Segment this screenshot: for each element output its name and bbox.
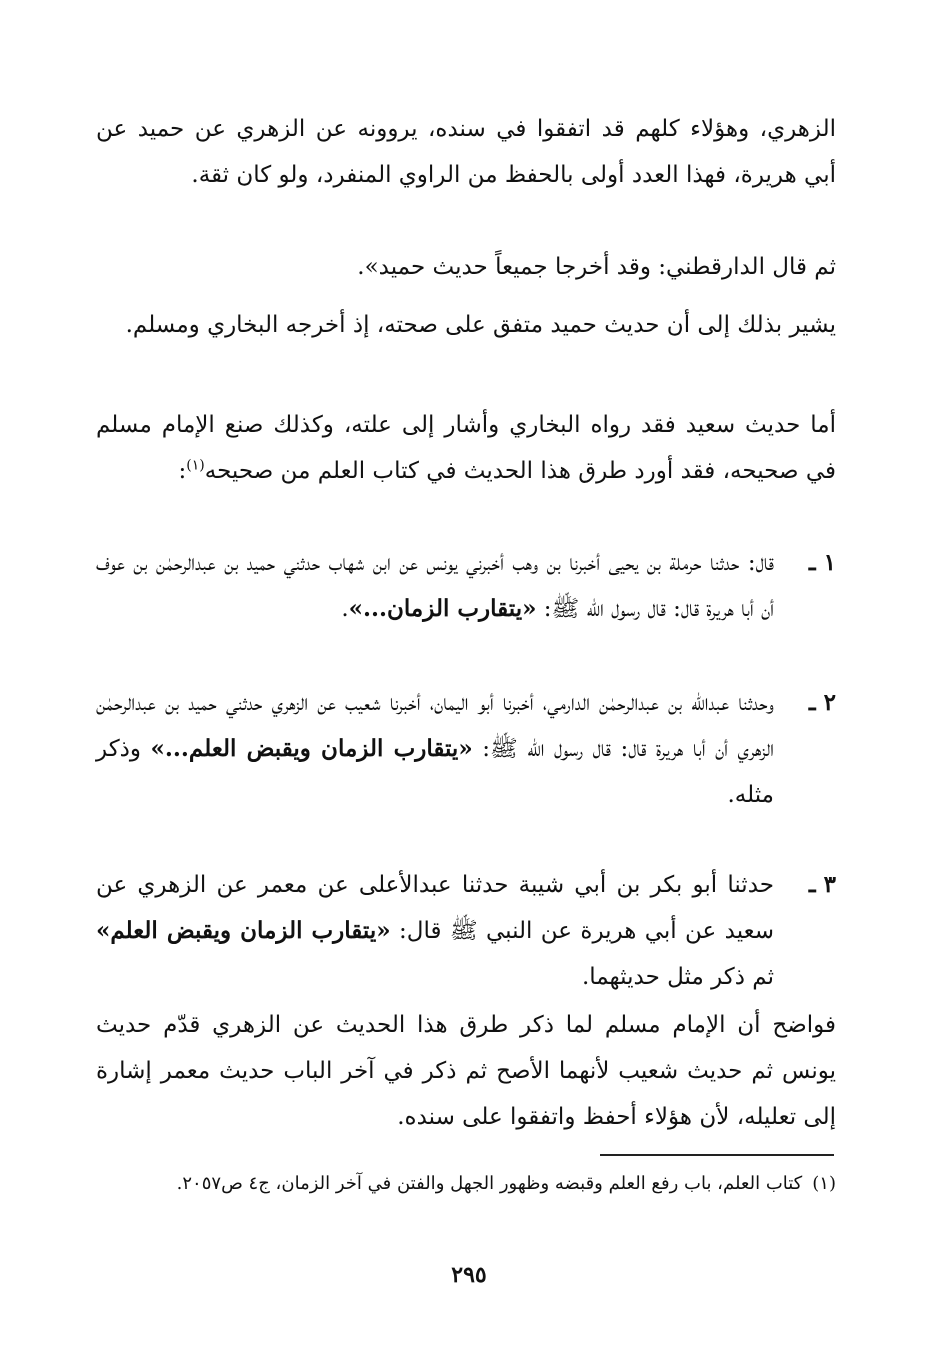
item-quote: «يتقارب الزمان...» [348,595,537,622]
paragraph-5 [96,1002,836,1140]
paragraph-1-text: الزهري، وهؤلاء كلهم قد اتفقوا في سنده، يروونه عن الزهري عن حميد عن أبي هريرة، فهذا العدد أولى بالحفظ من الراوي المنفرد، ولو كان ثقة. [96,116,836,188]
hadith-item-1 [96,540,836,632]
footnote-number: (١) [812,1173,836,1194]
paragraph-1 [96,106,836,198]
footnote-reference: (١) [186,457,205,474]
page-number: ٢٩٥ [451,1262,487,1288]
item-body [96,862,774,1000]
footnote-divider [600,1154,834,1156]
paragraph-3-text: يشير بذلك إلى أن حديث حميد متفق على صحته، إذ أخرجه البخاري ومسلم. [125,312,836,338]
hadith-item-3 [96,862,836,1000]
item-after: وذكر مثله. [96,736,774,808]
paragraph-4-colon: : [178,458,187,484]
hadith-item-2 [96,680,836,818]
item-quote: «يتقارب الزمان ويقبض العلم...» [150,735,473,762]
item-number: ١ ـ [808,549,836,576]
footnote-text: كتاب العلم، باب رفع العلم وقبضه وظهور الجهل والفتن في آخر الزمان، ج٤ ص٢٠٥٧. [176,1173,803,1194]
item-number: ٣ ـ [808,871,836,898]
footnote [96,1166,836,1202]
item-text: قال: حدثنا حرملة بن يحيى أخبرنا بن وهب أخبرني يونس عن ابن شهاب حدثني حميد بن عبدالرحمٰن بن عوف أن أبا هريرة قال: قال رسول الله ﷺ: [96,550,774,622]
paragraph-4 [96,402,836,494]
item-body [96,540,774,632]
item-text: وحدثنا عبدالله بن عبدالرحمٰن الدارمي، أخبرنا أبو اليمان، أخبرنا شعيب عن الزهري حدثني حميد بن عبدالرحمٰن الزهري أن أبا هريرة قال: قال رسول الله ﷺ: [96,690,774,762]
paragraph-4-content [96,402,836,494]
item-quote: «يتقارب الزمان ويقبض العلم» [96,917,391,944]
paragraph-5-text: فواضح أن الإمام مسلم لما ذكر طرق هذا الحديث عن الزهري قدّم حديث يونس ثم حديث شعيب لأنهما الأصح ثم ذكر في آخر الباب حديث معمر إشارة إلى تعليله، لأن هؤلاء أحفظ واتفقوا على سنده. [96,1012,836,1130]
paragraph-3 [96,302,836,348]
item-body [96,680,774,818]
item-text: حدثنا أبو بكر بن أبي شيبة حدثنا عبدالأعلى عن معمر عن الزهري عن سعيد عن أبي هريرة عن النبي ﷺ قال: [96,872,775,944]
item-after: ثم ذكر مثل حديثهما. [581,964,774,990]
item-number: ٢ ـ [808,689,836,716]
item-after: . [341,596,349,622]
paragraph-2-text: ثم قال الدارقطني: وقد أخرجا جميعاً حديث حميد». [357,254,836,280]
paragraph-4-text: أما حديث سعيد فقد رواه البخاري وأشار إلى علته، وكذلك صنع الإمام مسلم في صحيحه، فقد أورد طرق هذا الحديث في كتاب العلم من صحيحه [96,412,836,484]
paragraph-2 [96,244,836,290]
